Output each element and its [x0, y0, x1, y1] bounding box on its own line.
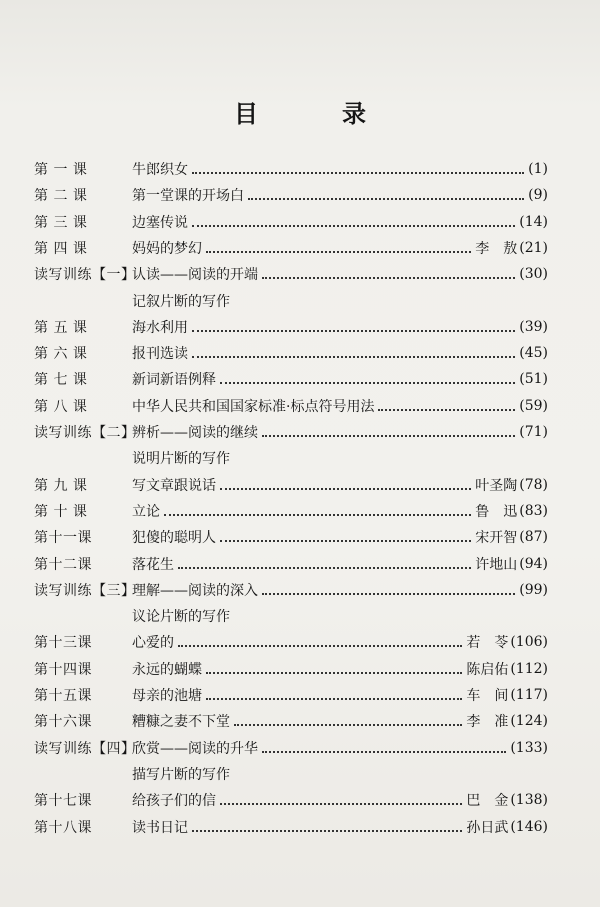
leader-dots: [220, 368, 515, 384]
toc-entry-label: 第十八课: [34, 819, 92, 836]
toc-entry-title: 欣赏——阅读的升华: [132, 740, 258, 757]
toc-entry-page: (59): [519, 397, 548, 414]
toc-entry-label: 第 五 课: [34, 319, 88, 336]
toc-entry-page: (146): [510, 818, 548, 835]
toc-entry-label: 第 八 课: [34, 398, 88, 415]
leader-dots: [164, 500, 471, 516]
toc-entry: [34, 658, 548, 680]
toc-entry-author: 巴 金: [466, 793, 509, 810]
toc-entry-title: 报刊选读: [132, 346, 188, 363]
toc-entry: [34, 263, 548, 285]
toc-entry: [34, 553, 548, 575]
toc-entry-page: (117): [510, 687, 548, 703]
leader-dots: [206, 237, 471, 253]
toc-entry-title: 立论: [132, 503, 160, 520]
toc-entry: [34, 237, 548, 259]
toc-entry-label: 第 二 课: [34, 188, 88, 205]
leader-dots: [178, 553, 471, 569]
leader-dots: [220, 526, 471, 542]
toc-entry-label: 第十二课: [34, 556, 92, 573]
toc-entry-page: (45): [519, 345, 548, 362]
toc-entry: [34, 710, 548, 732]
toc-entry-page: (133): [510, 739, 548, 756]
toc-entry-title: 永远的蝴蝶: [132, 661, 202, 678]
toc-entry-title: 海水利用: [132, 319, 188, 336]
leader-dots: [234, 710, 462, 726]
toc-entry-subtitle: 记叙片断的写作: [132, 293, 230, 310]
leader-dots: [262, 579, 515, 595]
toc-entry-title: 牛郎织女: [132, 162, 188, 178]
toc-entry-page: (138): [510, 792, 548, 809]
toc-entry: [34, 579, 548, 601]
toc-entry: [34, 158, 548, 180]
toc-entry-label: 第十五课: [34, 688, 92, 704]
toc-entry-title: 辨析——阅读的继续: [132, 425, 258, 441]
toc-entry-title: 妈妈的梦幻: [132, 240, 202, 257]
leader-dots: [206, 684, 462, 700]
toc-entry-author: 李 敖: [475, 240, 518, 257]
toc-entry-page: (30): [519, 266, 548, 283]
toc-entry-label: 第 一 课: [34, 162, 88, 178]
toc-entry-author: 车 间: [466, 688, 509, 704]
toc-entry-label: 第 九 课: [34, 477, 88, 494]
toc-entry: [34, 816, 548, 838]
toc-entry: [34, 474, 548, 496]
toc-entry-title: 边塞传说: [132, 214, 188, 231]
toc-entry-title: 落花生: [132, 556, 174, 573]
toc-entry-label: 第 四 课: [34, 240, 88, 257]
toc-entry-page: (71): [519, 424, 548, 440]
toc-entry-page: (112): [510, 660, 548, 677]
toc-entry-page: (106): [510, 634, 548, 651]
leader-dots: [192, 158, 524, 174]
toc-entry-label: 第十六课: [34, 714, 92, 731]
toc-entry: [34, 500, 548, 522]
toc-entry-label: 读写训练【一】: [34, 267, 136, 284]
toc-entry-author: 宋开智: [475, 530, 518, 547]
toc-entry-label: 第 六 课: [34, 346, 88, 363]
toc-entry-author: 李 准: [466, 714, 509, 731]
toc-entry-title: 犯傻的聪明人: [132, 530, 216, 547]
toc-entry-title: 理解——阅读的深入: [132, 582, 258, 599]
leader-dots: [192, 316, 515, 332]
toc-entry-label: 第十四课: [34, 661, 92, 678]
toc-entry-author: 若 苓: [466, 635, 509, 652]
toc-entry-title: 认读——阅读的开端: [132, 267, 258, 284]
leader-dots: [248, 184, 524, 200]
leader-dots: [192, 816, 462, 832]
leader-dots: [262, 263, 515, 279]
toc-entry-label: 读写训练【二】: [34, 425, 136, 441]
toc-entry-label: 第 七 课: [34, 372, 88, 389]
toc-entry-page: (83): [519, 502, 548, 519]
toc-entry-page: (21): [519, 239, 548, 256]
toc-entry-page: (78): [519, 476, 548, 493]
leader-dots: [206, 658, 462, 674]
toc-entry-page: (99): [519, 581, 548, 598]
toc-entry-page: (51): [519, 371, 548, 388]
toc-entry: [34, 421, 548, 443]
toc-entry-title: 写文章跟说话: [132, 477, 216, 494]
leader-dots: [220, 474, 471, 490]
leader-dots: [178, 631, 462, 647]
leader-dots: [192, 211, 515, 227]
toc-entry: [34, 368, 548, 390]
toc-entry-page: (14): [519, 213, 548, 230]
toc-entry-label: 读写训练【四】: [34, 740, 136, 757]
toc-entry: [34, 526, 548, 548]
leader-dots: [378, 395, 515, 411]
toc-entry-subtitle: 描写片断的写作: [132, 766, 230, 783]
toc-entry-title: 母亲的池塘: [132, 688, 202, 704]
leader-dots: [192, 342, 515, 358]
toc-entry-title: 给孩子们的信: [132, 793, 216, 810]
toc-entry-title: 第一堂课的开场白: [132, 188, 244, 205]
toc-entry: [34, 184, 548, 206]
toc-entry: [34, 737, 548, 759]
toc-entry-title: 心爱的: [132, 635, 174, 652]
toc-entry-label: 第 三 课: [34, 214, 88, 231]
toc-entry: [34, 395, 548, 417]
toc-entry-page: (94): [519, 555, 548, 572]
toc-entry: [34, 789, 548, 811]
toc-entry-label: 第十七课: [34, 793, 92, 810]
toc-entry-page: (9): [528, 187, 548, 204]
page-title: 目 录: [234, 100, 396, 128]
toc-entry-title: 新词新语例释: [132, 372, 216, 389]
toc-entry-page: (39): [519, 318, 548, 335]
toc-entry-label: 第 十 课: [34, 503, 88, 520]
toc-entry-title: 读书日记: [132, 819, 188, 836]
toc-entry-author: 孙日武: [466, 819, 509, 836]
toc-entry-title: 糟糠之妻不下堂: [132, 714, 230, 731]
toc-entry-author: 叶圣陶: [475, 477, 518, 494]
toc-entry-author: 鲁 迅: [475, 503, 518, 520]
leader-dots: [262, 421, 515, 437]
leader-dots: [220, 789, 462, 805]
toc-entry: [34, 342, 548, 364]
toc-entry-page: (1): [528, 161, 548, 177]
toc-entry-subtitle: 说明片断的写作: [132, 451, 230, 468]
toc-entry-label: 读写训练【三】: [34, 582, 136, 599]
toc-entry: [34, 684, 548, 706]
toc-entry: [34, 316, 548, 338]
toc-entry: [34, 211, 548, 233]
toc-entry-author: 陈启佑: [466, 661, 509, 678]
toc-entry: [34, 631, 548, 653]
toc-entry-page: (87): [519, 529, 548, 546]
toc-entry-page: (124): [510, 713, 548, 730]
toc-entry-subtitle: 议论片断的写作: [132, 609, 230, 626]
toc-entry-title: 中华人民共和国国家标准·标点符号用法: [132, 398, 375, 415]
toc-entry-label: 第十三课: [34, 635, 92, 652]
leader-dots: [262, 737, 506, 753]
toc-entry-author: 许地山: [475, 556, 518, 573]
toc-entry-label: 第十一课: [34, 530, 92, 547]
